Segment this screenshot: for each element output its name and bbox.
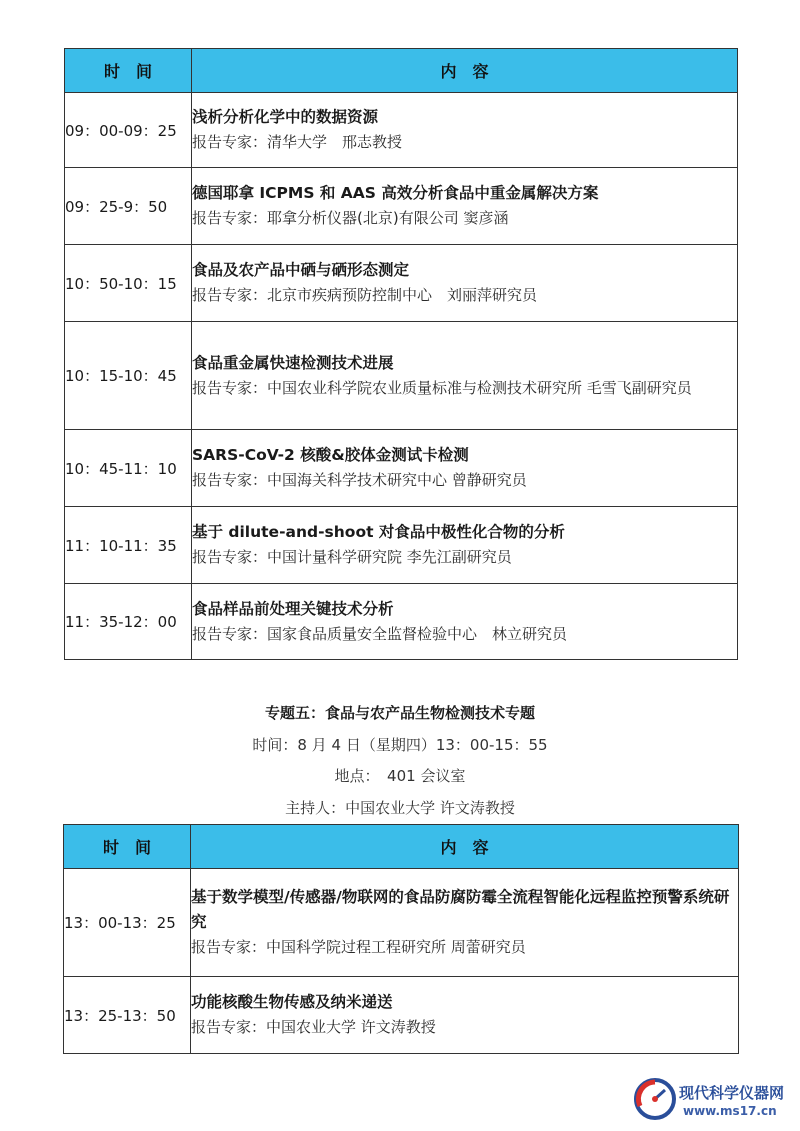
- table-row: [65, 93, 738, 168]
- talk-speaker: 报告专家：中国农业科学院农业质量标准与检测技术研究所 毛雪飞副研究员: [192, 378, 692, 397]
- header-content: 内 容: [192, 49, 738, 93]
- row-content: [192, 245, 738, 322]
- talk-speaker: 报告专家：中国农业大学 许文涛教授: [191, 1018, 436, 1036]
- talk-title: 德国耶拿 ICPMS 和 AAS 高效分析食品中重金属解决方案: [192, 184, 599, 202]
- talk-title: 食品及农产品中硒与硒形态测定: [192, 261, 410, 279]
- row-content: [192, 507, 738, 584]
- section-title: 专题五：食品与农产品生物检测技术专题: [264, 704, 535, 722]
- table-row: [65, 584, 738, 660]
- row-content: [192, 168, 738, 245]
- row-content: [192, 430, 738, 507]
- row-time: 13：25-13：50: [64, 977, 191, 1054]
- section-time: 时间：8 月 4 日（星期四）13：00-15：55: [252, 736, 548, 754]
- row-time: 09：25-9：50: [65, 168, 192, 245]
- table-row: [65, 430, 738, 507]
- schedule-table-2: [63, 824, 739, 1054]
- section-host: 主持人：中国农业大学 许文涛教授: [285, 799, 515, 817]
- table-header-row: [64, 825, 739, 869]
- header-time: 时 间: [65, 49, 192, 93]
- watermark-name: 现代科学仪器网: [679, 1084, 785, 1102]
- row-time: 13：00-13：25: [64, 869, 191, 977]
- watermark-logo: [626, 1072, 796, 1126]
- table-row: [64, 977, 739, 1054]
- talk-title: 功能核酸生物传感及纳米递送: [191, 993, 393, 1011]
- row-time: 10：45-11：10: [65, 430, 192, 507]
- table-row: [64, 869, 739, 977]
- talk-speaker: 报告专家：国家食品质量安全监督检验中心 林立研究员: [192, 624, 568, 643]
- talk-speaker: 报告专家：中国计量科学研究院 李先江副研究员: [192, 548, 512, 566]
- table-row: [65, 245, 738, 322]
- row-time: 09：00-09：25: [65, 93, 192, 168]
- talk-title: 食品样品前处理关键技术分析: [192, 599, 394, 618]
- row-time: 11：10-11：35: [65, 507, 192, 584]
- talk-title: 基于数学模型/传感器/物联网的食品防腐防霉全流程智能化远程监控预警系统研究: [191, 888, 730, 931]
- row-time: 10：15-10：45: [65, 322, 192, 430]
- row-content: [191, 869, 739, 977]
- watermark-url: www.ms17.cn: [683, 1104, 777, 1118]
- talk-title: 浅析分析化学中的数据资源: [192, 108, 379, 126]
- talk-speaker: 报告专家：耶拿分析仪器(北京)有限公司 窦彦涵: [192, 209, 509, 227]
- section-location: 地点： 401 会议室: [334, 767, 466, 785]
- talk-title: 基于 dilute-and-shoot 对食品中极性化合物的分析: [192, 523, 565, 541]
- talk-speaker: 报告专家：清华大学 邢志教授: [192, 133, 403, 151]
- talk-speaker: 报告专家：中国科学院过程工程研究所 周蕾研究员: [191, 938, 526, 956]
- row-content: [192, 322, 738, 430]
- talk-title: 食品重金属快速检测技术进展: [192, 353, 394, 372]
- gauge-icon: [632, 1076, 678, 1122]
- table-row: [65, 507, 738, 584]
- row-time: 11：35-12：00: [65, 584, 192, 660]
- table-row: [65, 168, 738, 245]
- row-content: [192, 93, 738, 168]
- header-content: 内 容: [191, 825, 739, 869]
- talk-speaker: 报告专家：北京市疾病预防控制中心 刘丽萍研究员: [192, 286, 538, 304]
- row-time: 10：50-10：15: [65, 245, 192, 322]
- talk-speaker: 报告专家：中国海关科学技术研究中心 曾静研究员: [192, 471, 527, 489]
- row-content: [191, 977, 739, 1054]
- table-row: [65, 322, 738, 430]
- row-content: [192, 584, 738, 660]
- schedule-table-1: [64, 48, 738, 660]
- header-time: 时 间: [64, 825, 191, 869]
- table-header-row: [65, 49, 738, 93]
- talk-title: SARS-CoV-2 核酸&胶体金测试卡检测: [192, 446, 469, 464]
